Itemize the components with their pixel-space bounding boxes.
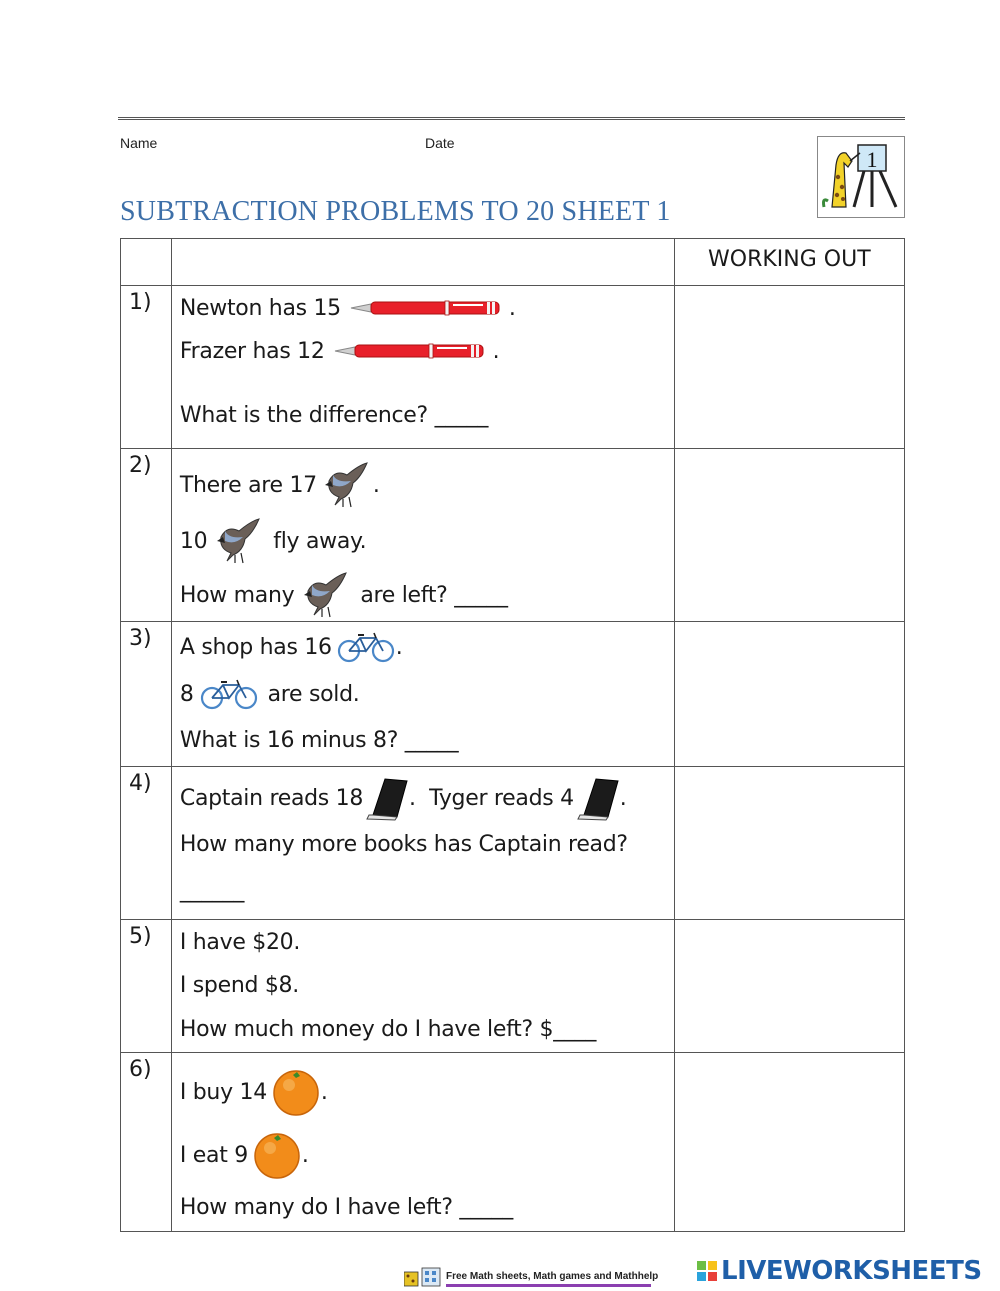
problem-text <box>171 1053 674 1232</box>
table-row <box>121 1053 905 1232</box>
table-row <box>121 286 905 449</box>
orange-icon <box>271 1066 321 1118</box>
footer-underline <box>446 1284 651 1287</box>
liveworksheets-wordmark: LIVEWORKSHEETS <box>721 1256 982 1286</box>
problem-line: Newton has 15 . <box>179 295 516 321</box>
problem-line: How many are left? _____ <box>180 569 674 621</box>
table-header-row <box>121 239 905 286</box>
date-label: Date <box>425 135 455 151</box>
problem-number: 1) <box>121 286 172 449</box>
name-label: Name <box>120 135 158 151</box>
page-title: SUBTRACTION PROBLEMS TO 20 SHEET 1 <box>120 196 671 227</box>
bird-icon <box>298 571 354 619</box>
working-out-cell[interactable] <box>674 767 904 920</box>
footer-tagline[interactable]: Free Math sheets, Math games and Mathhelp <box>446 1271 659 1282</box>
problem-number: 3) <box>121 622 172 767</box>
bicycle-icon <box>198 677 260 711</box>
working-out-cell[interactable] <box>674 1053 904 1232</box>
problem-line: What is 16 minus 8? _____ <box>179 727 459 753</box>
sheet-logo <box>817 136 905 218</box>
bird-icon <box>321 461 373 509</box>
problem-text <box>171 920 674 1053</box>
table-row <box>121 622 905 767</box>
table-row <box>121 920 905 1053</box>
working-out-header: WORKING OUT <box>674 239 904 286</box>
pen-icon <box>333 342 493 360</box>
book-icon <box>365 775 409 821</box>
problem-line: ______ <box>179 877 245 903</box>
problem-line: Frazer has 12 . <box>179 338 500 364</box>
working-out-cell[interactable] <box>674 286 904 449</box>
problem-line: 8 are sold. <box>180 670 674 718</box>
problem-line: I eat 9 . <box>180 1123 674 1187</box>
problem-line: How much money do I have left? $____ <box>179 1016 597 1042</box>
header-rule <box>118 117 905 120</box>
problem-line: How many more books has Captain read? <box>179 831 628 857</box>
problem-line: Captain reads 18 . Tyger reads 4 . <box>180 769 674 823</box>
problem-text <box>171 449 674 622</box>
problem-line: There are 17 . <box>180 451 674 513</box>
problem-text <box>171 622 674 767</box>
giraffe-teacher-icon <box>818 137 904 217</box>
problem-number: 6) <box>121 1053 172 1232</box>
orange-icon <box>252 1129 302 1181</box>
pen-icon <box>349 299 509 317</box>
problem-line: A shop has 16 . <box>180 624 674 670</box>
working-out-cell[interactable] <box>674 920 904 1053</box>
problem-number: 5) <box>121 920 172 1053</box>
book-icon <box>576 775 620 821</box>
table-row <box>121 767 905 920</box>
table-row <box>121 449 905 622</box>
problem-line: I buy 14 . <box>180 1055 674 1123</box>
working-out-cell[interactable] <box>674 449 904 622</box>
problem-line: What is the difference? _____ <box>179 403 489 428</box>
problems-table <box>120 238 905 1232</box>
bicycle-icon <box>336 630 396 664</box>
problem-number: 4) <box>121 767 172 920</box>
problem-text <box>171 286 674 449</box>
problem-line: I have $20. <box>179 929 301 955</box>
problem-line: I spend $8. <box>179 972 299 998</box>
working-out-cell[interactable] <box>674 622 904 767</box>
liveworksheets-brand[interactable] <box>697 1256 982 1286</box>
logo-number: 1 <box>866 147 878 172</box>
bird-icon <box>211 517 267 565</box>
problem-line: How many do I have left? _____ <box>179 1194 513 1220</box>
liveworksheets-logo-icon <box>697 1261 717 1281</box>
problem-line: 10 fly away. <box>180 513 674 569</box>
problem-text <box>171 767 674 920</box>
problem-number: 2) <box>121 449 172 622</box>
